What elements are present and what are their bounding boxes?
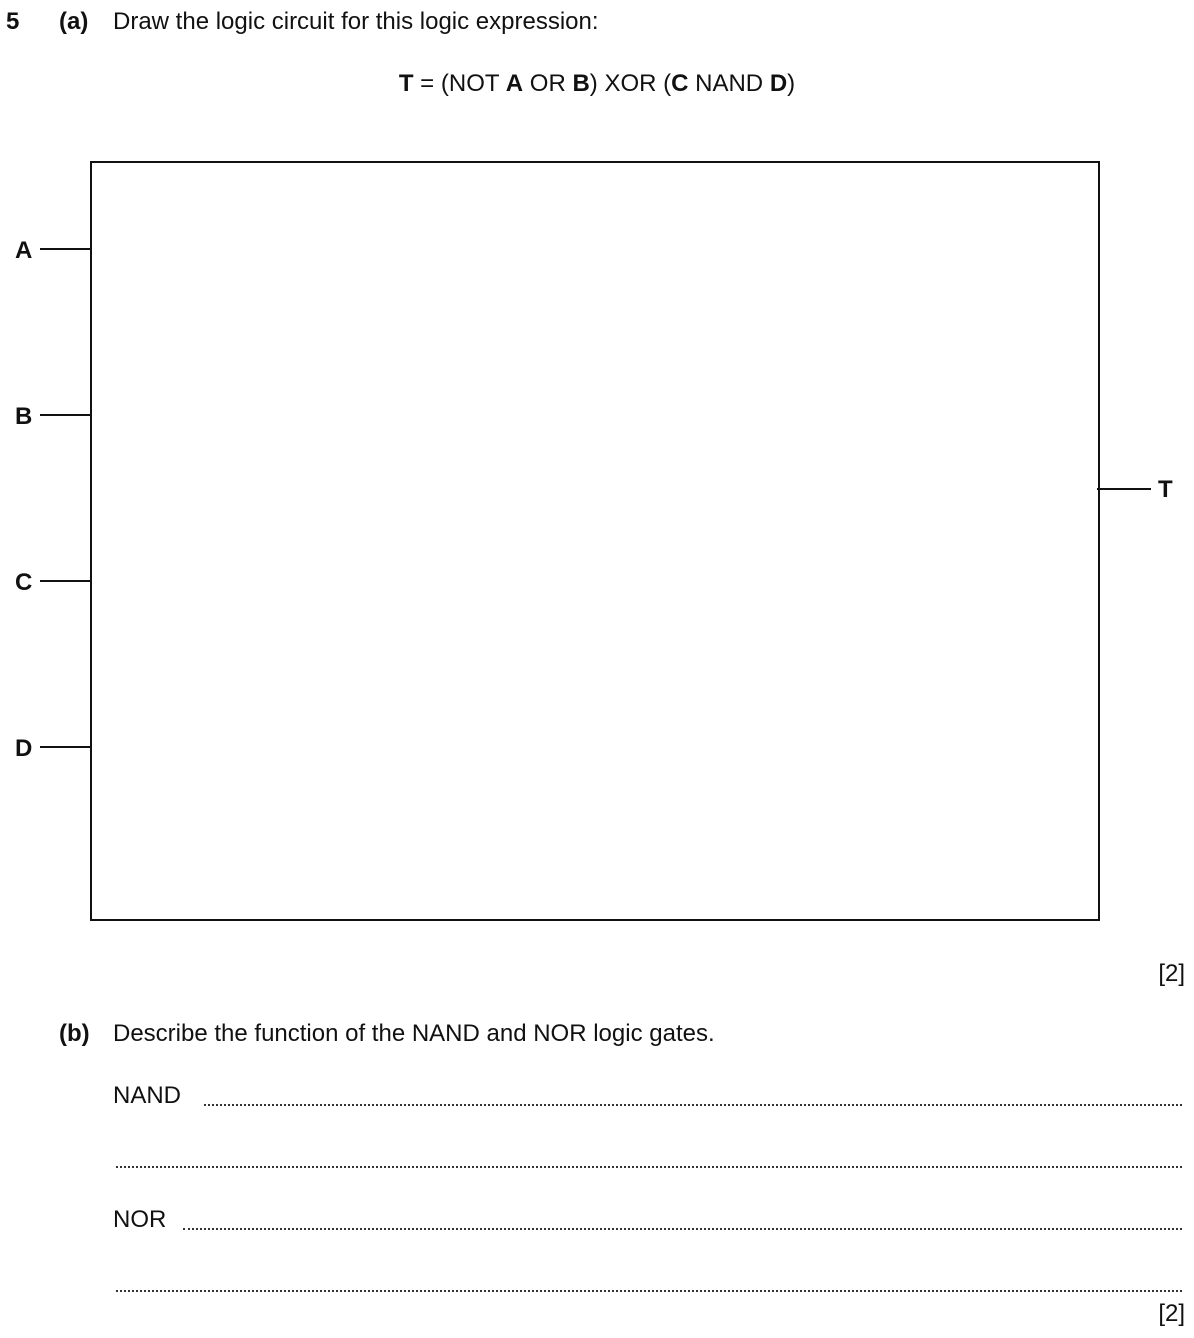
output-label-t: T (1158, 476, 1173, 503)
expr-or: OR (523, 70, 573, 97)
part-b-label: (b) (59, 1020, 90, 1047)
nand-answer-line-2[interactable] (116, 1166, 1182, 1168)
input-label-d: D (15, 735, 33, 762)
part-b-prompt: Describe the function of the NAND and NOR logic gates. (113, 1020, 715, 1047)
circuit-drawing-area[interactable] (90, 161, 1100, 921)
part-b-marks: [2] (1158, 1300, 1185, 1327)
expr-close: ) (787, 70, 796, 97)
expr-input-c: C (671, 70, 689, 97)
nor-answer-line-1[interactable] (183, 1228, 1182, 1230)
expr-input-b: B (572, 70, 590, 97)
input-label-a: A (15, 237, 33, 264)
expr-equals-not: = (NOT (413, 70, 506, 97)
part-a-prompt: Draw the logic circuit for this logic expression: (113, 8, 599, 35)
expr-xor: ) XOR ( (589, 70, 672, 97)
input-label-c: C (15, 569, 33, 596)
input-wire-a (40, 248, 91, 250)
expr-output: T (398, 70, 414, 97)
nor-answer-line-2[interactable] (116, 1290, 1182, 1292)
input-wire-d (40, 746, 91, 748)
expr-nand: NAND (688, 70, 770, 97)
part-a-label: (a) (59, 8, 89, 35)
input-wire-c (40, 580, 91, 582)
nand-answer-line-1[interactable] (204, 1104, 1182, 1106)
output-wire-t (1097, 488, 1151, 490)
question-number: 5 (6, 8, 20, 35)
nand-label: NAND (113, 1082, 182, 1109)
nor-label: NOR (113, 1206, 167, 1233)
part-a-marks: [2] (1158, 960, 1185, 987)
logic-expression (0, 70, 1194, 98)
expr-input-a: A (505, 70, 524, 97)
input-wire-b (40, 414, 91, 416)
expr-input-d: D (769, 70, 788, 97)
input-label-b: B (15, 403, 33, 430)
